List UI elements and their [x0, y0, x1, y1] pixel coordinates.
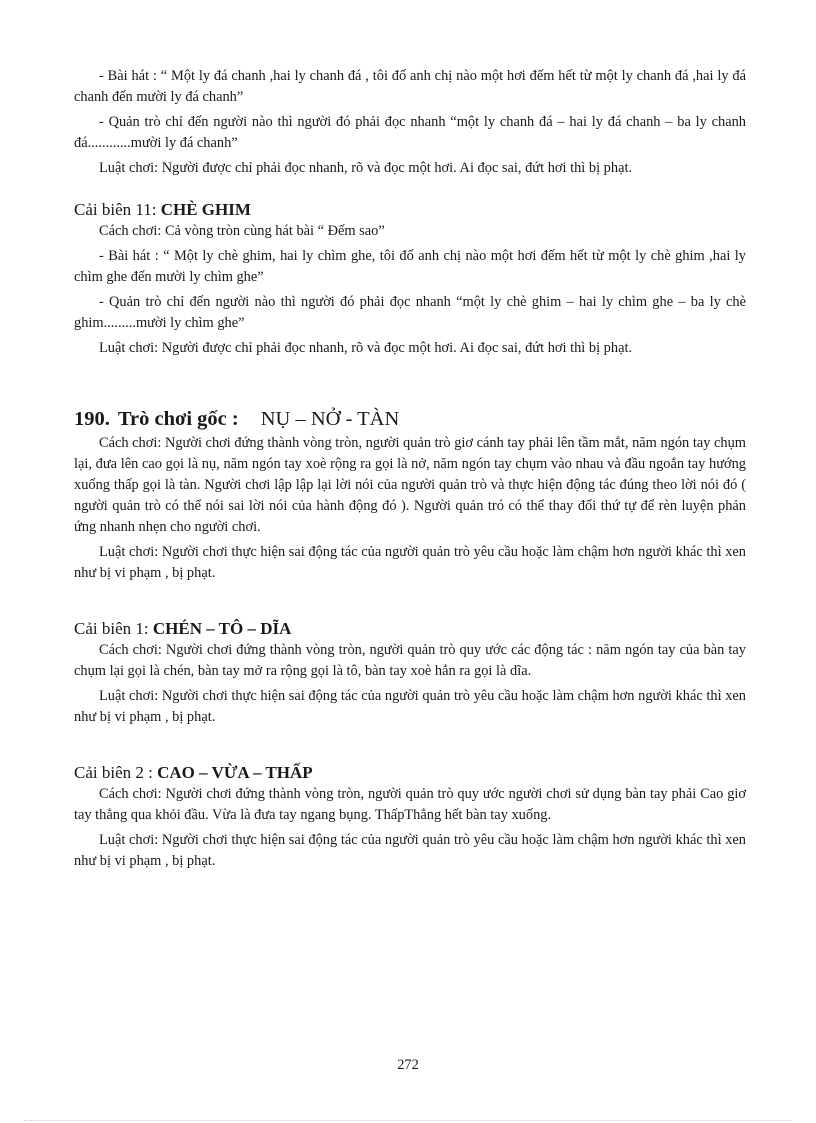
- rule-paragraph: Luật chơi: Người chơi thực hiện sai động tác của người quản trò yêu cầu hoặc làm chậm hơn người khác thì xen như bị vi phạm , bị phạt.: [74, 832, 746, 869]
- howto-paragraph: Cách chơi: Cả vòng tròn cùng hát bài “ Đếm sao”: [99, 223, 385, 239]
- host-paragraph: - Quản trò chỉ đến người nào thì người đó phải đọc nhanh “một ly chè ghim – hai ly chìm ghe – ba ly chè ghim.........mười ly chìm ghe”: [74, 294, 746, 331]
- heading-prefix: Cải biên 2 :: [74, 763, 153, 782]
- heading-name: NỤ – NỞ - TÀN: [260, 408, 400, 430]
- heading-number: 190.: [74, 408, 110, 430]
- heading-prefix: Cải biên 1:: [74, 619, 149, 638]
- heading-prefix: Cải biên 11:: [74, 200, 157, 219]
- section-heading-cai-bien-1: [74, 618, 746, 640]
- howto-paragraph: Cách chơi: Người chơi đứng thành vòng tròn, người quản trò quy ước các động tác : năm ngón tay của bàn tay chụm lại gọi là chén, bàn tay mở ra rộng gọi là tô, bàn tay xoè hẳn ra gọi là dĩa.: [74, 642, 746, 679]
- bottom-dotted-rule: [24, 1120, 792, 1121]
- heading-label: Trò chơi gốc :: [117, 408, 239, 430]
- section-heading-cai-bien-11: [74, 199, 746, 221]
- rule-paragraph: Luật chơi: Người chơi thực hiện sai động tác của người quản trò yêu cầu hoặc làm chậm hơn người khác thì xen như bị vi phạm , bị phạt.: [74, 544, 746, 581]
- game-heading-190: [74, 405, 746, 433]
- host-paragraph: - Quản trò chỉ đến người nào thì người đó phải đọc nhanh “một ly chanh đá – hai ly đá chanh – ba ly chanh đá............mười ly đá chanh”: [74, 114, 746, 151]
- song-paragraph: - Bài hát : “ Một ly chè ghim, hai ly chìm ghe, tôi đố anh chị nào một hơi đếm hết từ một ly chè ghim ,hai ly chìm ghe đến mười ly chìm ghe”: [74, 248, 746, 285]
- howto-paragraph: Cách chơi: Người chơi đứng thành vòng tròn, người quản trò quy ước người chơi sử dụng bàn tay phải Cao giơ tay thẳng qua khỏi đầu. Vừa là đưa tay ngang bụng. ThấpThẳng hết bàn tay xuống.: [74, 786, 746, 823]
- document-page: [74, 66, 746, 872]
- rule-paragraph: Luật chơi: Người chơi thực hiện sai động tác của người quản trò yêu cầu hoặc làm chậm hơn người khác thì xen như bị vi phạm , bị phạt.: [74, 688, 746, 725]
- page-number: 272: [397, 1057, 419, 1073]
- rule-paragraph: Luật chơi: Người được chỉ phải đọc nhanh, rõ và đọc một hơi. Ai đọc sai, đứt hơi thì bị phạt.: [99, 340, 633, 356]
- howto-paragraph: Cách chơi: Người chơi đứng thành vòng tròn, người quản trò giơ cánh tay phải lên tầm mắt, năm ngón tay chụm lại, đưa lên cao gọi là nụ, năm ngón tay xoè rộng ra gọi là nở, năm ngón tay chụm vào nhau và đầu ngoắn tay hướng xuống thấp gọi là tàn. Người chơi lập lập lại lời nói của người quản trò và thực hiện động tác đúng theo lời nói đó ( người quản trò có thể nói sai lời nói của hành động đó ). Người quản tró có thể thay đổi thứ tự để rèn luyện phản ứng nhanh nhẹn cho người chơi.: [74, 435, 746, 535]
- section-heading-cai-bien-2: [74, 762, 746, 784]
- heading-name: CHÈ GHIM: [160, 200, 251, 219]
- heading-name: CHÉN – TÔ – DĨA: [152, 619, 292, 638]
- heading-name: CAO – VỪA – THẤP: [157, 763, 313, 782]
- song-paragraph: - Bài hát : “ Một ly đá chanh ,hai ly chanh đá , tôi đố anh chị nào một hơi đếm hết từ một ly chanh đá ,hai ly đá chanh đến mười ly đá chanh”: [74, 68, 746, 105]
- rule-paragraph: Luật chơi: Người được chỉ phải đọc nhanh, rõ và đọc một hơi. Ai đọc sai, đứt hơi thì bị phạt.: [99, 160, 633, 176]
